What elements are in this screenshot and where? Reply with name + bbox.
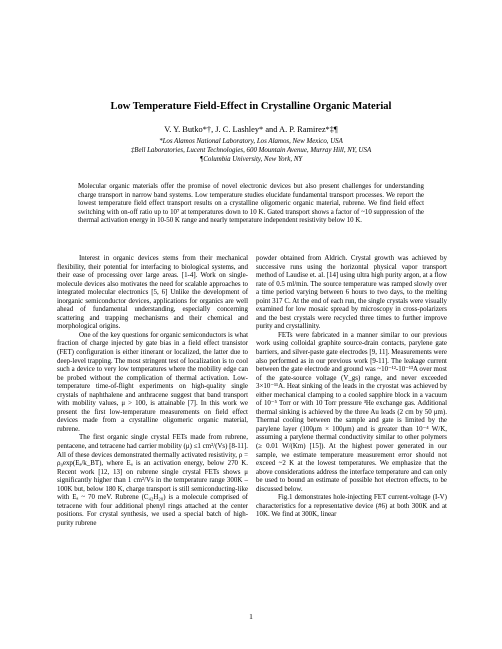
left-column xyxy=(57,254,248,528)
paragraph: Fig.1 demonstrates hole-injecting FET current-voltage (I-V) characteristics for a representative device (#6) at both 300K and at 10K. We find at 300K, linear xyxy=(256,493,447,519)
page-number: 1 xyxy=(249,612,253,621)
right-column xyxy=(256,254,447,519)
paragraph: powder obtained from Aldrich. Crystal growth was achieved by successive runs using the horizontal physical vapor transport method of Laudise et. al. [14] using ultra high purity argon, at a flow rate of 0.5 ml/min. The source temperature was ramped slowly over a time period varying between 6 hours to two days, to the melting point 317 C. At the end of each run, the single crystals were visually examined for low mosaic spread by microscopy in cross-polarizers and the best crystals were recycled three times to further improve purity and crystallinity. xyxy=(256,254,447,331)
paragraph: The first organic single crystal FETs made from rubrene, pentacene, and tetracene had carrier mobility (μ) ≤1 cm²/(Vs) [8-11]. All of these devices demonstrated thermally activated resistivity, ρ = ρ₀exp(Eₐ/k_BT), where Eₐ is an activation energy, below 270 K. Recent work [12, 13] on rubrene single crystal FETs shows μ significantly higher than 1 cm²/Vs in the temperature range 300K – 100K but, below 180 K, charge transport is still semiconducting-like with Eₐ ~ 70 meV. Rubrene (C₄₂H₂₈) is a molecule comprised of tetracene with four additional phenyl rings attached at the center positions. For crystal synthesis, we used a special batch of high-purity rubrene xyxy=(57,433,248,527)
affiliation-bell-labs: ‡Bell Laboratories, Lucent Technologies, 600 Mountain Avenue, Murray Hill, NY, USA xyxy=(130,147,372,154)
affiliation-columbia: ¶Columbia University, New York, NY xyxy=(199,156,303,163)
author-list: V. Y. Butko*†, J. C. Lashley* and A. P. Ramirez*‡¶ xyxy=(164,125,338,134)
paragraph: Interest in organic devices stems from their mechanical flexibility, their potential for interfacing to biological systems, and their ease of processing over large areas. [1-4]. Work on single-molecule devices also motivates the need for scalable approaches to integrated molecular electronics [5, 6] Unlike the development of inorganic semiconductor devices, applications for organics are well ahead of fundamental understanding, especially concerning scattering and trapping mechanisms and their chemical and morphological origins. xyxy=(57,254,248,331)
paper-title: Low Temperature Field-Effect in Crystalline Organic Material xyxy=(110,101,392,112)
affiliation-lanl: *Los Alamos National Laboratory, Los Alamos, New Mexico, USA xyxy=(159,138,343,145)
paragraph: FETs were fabricated in a manner similar to our previous work using colloidal graphite source-drain contacts, parylene gate barriers, and silver-paste gate electrodes [9, 11]. Measurements were also performed as in our previous work [9-11]. The leakage current between the gate electrode and ground was ~10⁻¹²-10⁻¹³A over most of the gate-source voltage (V_gs) range, and never exceeded 3×10⁻¹¹A. Heat sinking of the leads in the cryostat was achieved by either mechanical clamping to a cooled sapphire block in a vacuum of 10⁻⁵ Torr or with 10 Torr pressure ³He exchange gas. Additional thermal sinking is achieved by the three Au leads (2 cm by 50 μm). Thermal cooling between the sample and gate is limited by the parylene layer (100μm × 100μm) and is greater than 10⁻⁴ W/K, assuming a parylene thermal conductivity similar to other polymers (≥ 0.01 W/(Km) [15]). At the highest power generated in our sample, we estimate temperature measurement error should not exceed ~2 K at the lowest temperatures. We emphasize that the above considerations address the interface temperature and can only be used to bound an estimate of possible hot electron effects, to be discussed below. xyxy=(256,330,447,493)
abstract: Molecular organic materials offer the promise of novel electronic devices but also present challenges for understanding charge transport in narrow band systems. Low temperature studies elucidate fundamental transport processes. We report the lowest temperature field effect transport results on a crystalline oligomeric organic material, rubrene. We find field effect switching with on-off ratio up to 10⁷ at temperatures down to 10 K. Gated transport shows a factor of ~10 suppression of the thermal activation energy in 10-50 K range and nearly temperature independent resistivity below 10 K. xyxy=(78,183,424,225)
paragraph: One of the key questions for organic semiconductors is what fraction of charge injected by gate bias in a field effect transistor (FET) configuration is either itinerant or localized, the latter due to deep-level trapping. The most stringent test of localization is to cool such a device to very low temperatures where the mobility edge can be probed without the complication of thermal activation. Low-temperature time-of-flight experiments on high-quality single crystals of naphthalene and anthracene suggest that band transport with mobility values, μ > 100, is attainable [7]. In this work we present the first low-temperature measurements on field effect devices made from a crystalline oligomeric organic material, rubrene. xyxy=(57,330,248,433)
